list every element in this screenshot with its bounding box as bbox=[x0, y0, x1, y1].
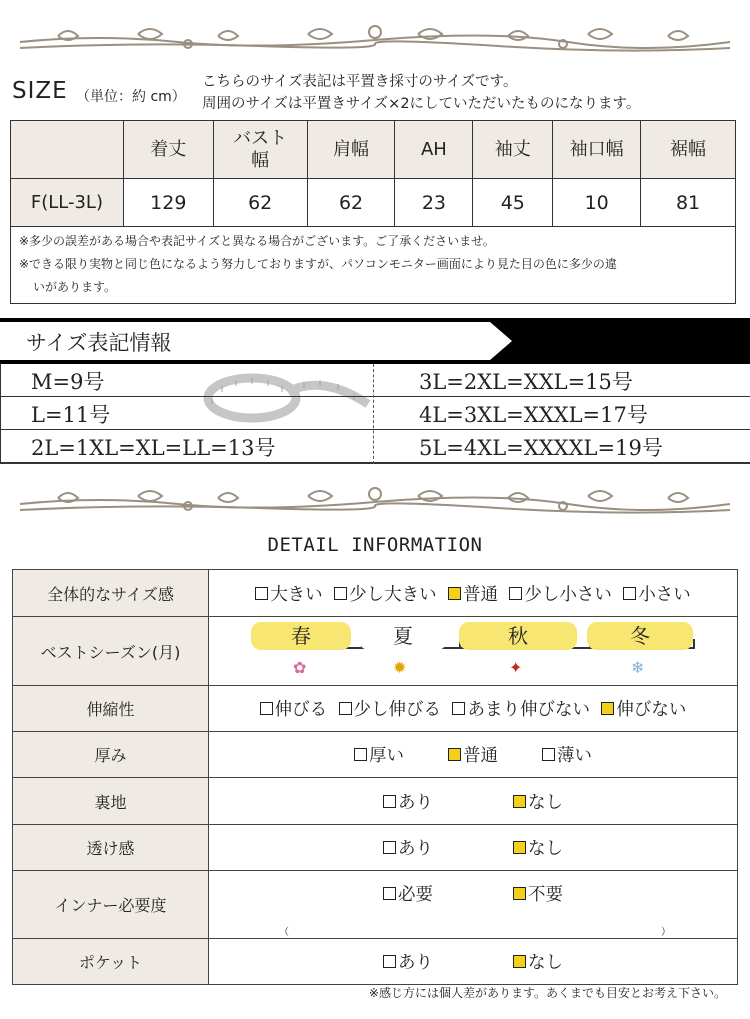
checkbox bbox=[623, 587, 636, 600]
checkbox bbox=[509, 587, 522, 600]
detail-label: ベストシーズン(月) bbox=[13, 617, 209, 686]
size-info-right: 3L=2XL=XXL=15号 bbox=[419, 370, 633, 394]
option-label: あまり伸びない bbox=[467, 700, 590, 720]
detail-label: 全体的なサイズ感 bbox=[13, 570, 209, 617]
decorative-ornament-divider bbox=[18, 484, 732, 518]
option-label: 少し伸びる bbox=[353, 700, 442, 720]
option-label: 小さい bbox=[638, 584, 691, 605]
option-label: 伸びない bbox=[616, 700, 687, 720]
option-label: 不要 bbox=[528, 885, 563, 905]
option bbox=[513, 881, 563, 906]
option bbox=[383, 789, 433, 814]
detail-label: 透け感 bbox=[13, 825, 209, 871]
size-note-line1: こちらのサイズ表記は平置き採寸のサイズです。 bbox=[202, 74, 518, 90]
inner-options bbox=[209, 871, 738, 939]
column-header: バスト 幅 bbox=[213, 121, 307, 179]
table-row bbox=[13, 871, 738, 939]
size-info-right: 5L=4XL=XXXXL=19号 bbox=[419, 436, 663, 460]
pocket-options bbox=[209, 939, 738, 985]
column-header: 袖口幅 bbox=[553, 121, 641, 179]
detail-label: ポケット bbox=[13, 939, 209, 985]
size-info-grid bbox=[0, 364, 750, 464]
footnote: ※できる限り実物と同じ色になるよう努力しておりますが、パソコンモニター画面により見た目の色に多少の違 bbox=[19, 257, 617, 271]
option-label: 薄い bbox=[557, 746, 592, 766]
notes-cell bbox=[11, 227, 736, 304]
option bbox=[260, 696, 328, 721]
table-row bbox=[11, 179, 736, 227]
checkbox bbox=[383, 955, 396, 968]
option-label: 普通 bbox=[463, 584, 498, 605]
paren-close: ） bbox=[661, 927, 671, 938]
option-label: なし bbox=[528, 839, 563, 859]
option-label: あり bbox=[398, 839, 433, 859]
option-label: なし bbox=[528, 792, 563, 813]
checkbox-checked bbox=[513, 841, 526, 854]
flower-icon: ✿ bbox=[293, 658, 307, 677]
option bbox=[339, 696, 442, 721]
size-label: SIZE bbox=[12, 78, 68, 104]
checkbox-checked bbox=[513, 955, 526, 968]
maple-leaf-icon: ✦ bbox=[509, 658, 523, 677]
table-row bbox=[13, 617, 738, 686]
table-row bbox=[13, 778, 738, 825]
checkbox bbox=[260, 702, 273, 715]
checkbox-checked bbox=[601, 702, 614, 715]
fit-options bbox=[209, 570, 738, 617]
checkbox-checked bbox=[448, 748, 461, 761]
option-label: 少し大きい bbox=[349, 584, 437, 605]
checkbox bbox=[542, 748, 555, 761]
option bbox=[383, 881, 433, 906]
size-info-left: L=11号 bbox=[31, 403, 111, 427]
option-label: あり bbox=[398, 953, 433, 973]
checkbox bbox=[383, 841, 396, 854]
table-row bbox=[13, 570, 738, 617]
option bbox=[383, 835, 433, 860]
table-row bbox=[13, 939, 738, 985]
checkbox bbox=[255, 587, 268, 600]
size-table-header-row bbox=[11, 121, 736, 179]
season-cell bbox=[209, 617, 738, 686]
size-header bbox=[12, 70, 742, 114]
column-header: AH bbox=[395, 121, 473, 179]
season-summer: 夏 bbox=[359, 622, 447, 650]
table-row bbox=[13, 686, 738, 732]
season-autumn: 秋 bbox=[459, 622, 577, 650]
row-label: F(LL-3L) bbox=[11, 179, 124, 227]
detail-title: DETAIL INFORMATION bbox=[267, 534, 483, 556]
size-note-line2: 周囲のサイズは平置きサイズ×2にしていただいたものになります。 bbox=[202, 96, 641, 112]
option-label: 普通 bbox=[463, 746, 498, 766]
size-value: 62 bbox=[213, 179, 307, 227]
option bbox=[354, 742, 404, 767]
size-info-left: M=9号 bbox=[31, 370, 105, 394]
checkbox bbox=[354, 748, 367, 761]
size-info-row bbox=[1, 397, 750, 430]
checkbox bbox=[339, 702, 352, 715]
season-spring: 春 bbox=[251, 622, 351, 650]
table-row bbox=[13, 732, 738, 778]
column-divider bbox=[373, 364, 374, 464]
option bbox=[623, 581, 691, 606]
option-label: 大きい bbox=[270, 584, 323, 605]
lining-options bbox=[209, 778, 738, 825]
option bbox=[448, 742, 498, 767]
sheer-options bbox=[209, 825, 738, 871]
option bbox=[542, 742, 592, 767]
size-value: 62 bbox=[307, 179, 395, 227]
detail-label: 厚み bbox=[13, 732, 209, 778]
checkbox bbox=[383, 887, 396, 900]
size-value: 23 bbox=[395, 179, 473, 227]
size-info-header bbox=[0, 318, 750, 364]
size-value: 81 bbox=[641, 179, 736, 227]
season-scale bbox=[209, 617, 737, 685]
column-header: 裾幅 bbox=[641, 121, 736, 179]
unit-label: （単位：約 cm） bbox=[76, 89, 186, 105]
checkbox bbox=[452, 702, 465, 715]
option-label: なし bbox=[528, 953, 563, 973]
size-value: 10 bbox=[553, 179, 641, 227]
checkbox bbox=[383, 795, 396, 808]
season-winter: 冬 bbox=[587, 622, 693, 650]
size-table-corner bbox=[11, 121, 124, 179]
footnote: ※多少の誤差がある場合や表記サイズと異なる場合がございます。ご了承くださいませ。 bbox=[19, 234, 495, 248]
size-info-row bbox=[1, 364, 750, 397]
option bbox=[513, 835, 563, 860]
column-header: 肩幅 bbox=[307, 121, 395, 179]
option bbox=[452, 696, 590, 721]
option-label: 伸びる bbox=[274, 700, 328, 720]
size-info-title: サイズ表記情報 bbox=[26, 331, 172, 355]
option-label: 少し小さい bbox=[524, 584, 612, 605]
checkbox bbox=[334, 587, 347, 600]
footnote: いがあります。 bbox=[33, 280, 117, 294]
thickness-options bbox=[209, 732, 738, 778]
option-label: 厚い bbox=[369, 746, 404, 766]
checkbox-checked bbox=[448, 587, 461, 600]
size-info-left: 2L=1XL=XL=LL=13号 bbox=[31, 436, 276, 460]
column-header: 袖丈 bbox=[473, 121, 553, 179]
table-row bbox=[13, 825, 738, 871]
option-label: あり bbox=[398, 792, 433, 813]
stretch-options bbox=[209, 686, 738, 732]
size-value: 45 bbox=[473, 179, 553, 227]
detail-label: インナー必要度 bbox=[13, 871, 209, 939]
snowflake-icon: ❄ bbox=[631, 658, 645, 677]
option bbox=[513, 949, 563, 974]
checkbox-checked bbox=[513, 887, 526, 900]
size-info-right: 4L=3XL=XXXL=17号 bbox=[419, 403, 648, 427]
notes-row bbox=[11, 227, 736, 304]
size-value: 129 bbox=[123, 179, 213, 227]
option bbox=[383, 949, 433, 974]
column-header: 着丈 bbox=[123, 121, 213, 179]
detail-label: 裏地 bbox=[13, 778, 209, 825]
option-label: 必要 bbox=[398, 885, 433, 905]
option bbox=[509, 581, 612, 606]
option bbox=[334, 581, 437, 606]
detail-label: 伸縮性 bbox=[13, 686, 209, 732]
detail-footnote: ※感じ方には個人差があります。あくまでも目安とお考え下さい。 bbox=[368, 986, 726, 1000]
option bbox=[601, 696, 686, 721]
paren-open: （ bbox=[279, 927, 289, 938]
sunflower-icon: ✹ bbox=[393, 658, 407, 677]
checkbox-checked bbox=[513, 795, 526, 808]
option bbox=[448, 581, 498, 606]
decorative-ornament-divider bbox=[18, 22, 732, 56]
detail-table bbox=[12, 569, 738, 985]
size-info-row bbox=[1, 430, 750, 463]
size-table bbox=[10, 120, 736, 304]
option bbox=[255, 581, 323, 606]
option bbox=[513, 789, 563, 814]
